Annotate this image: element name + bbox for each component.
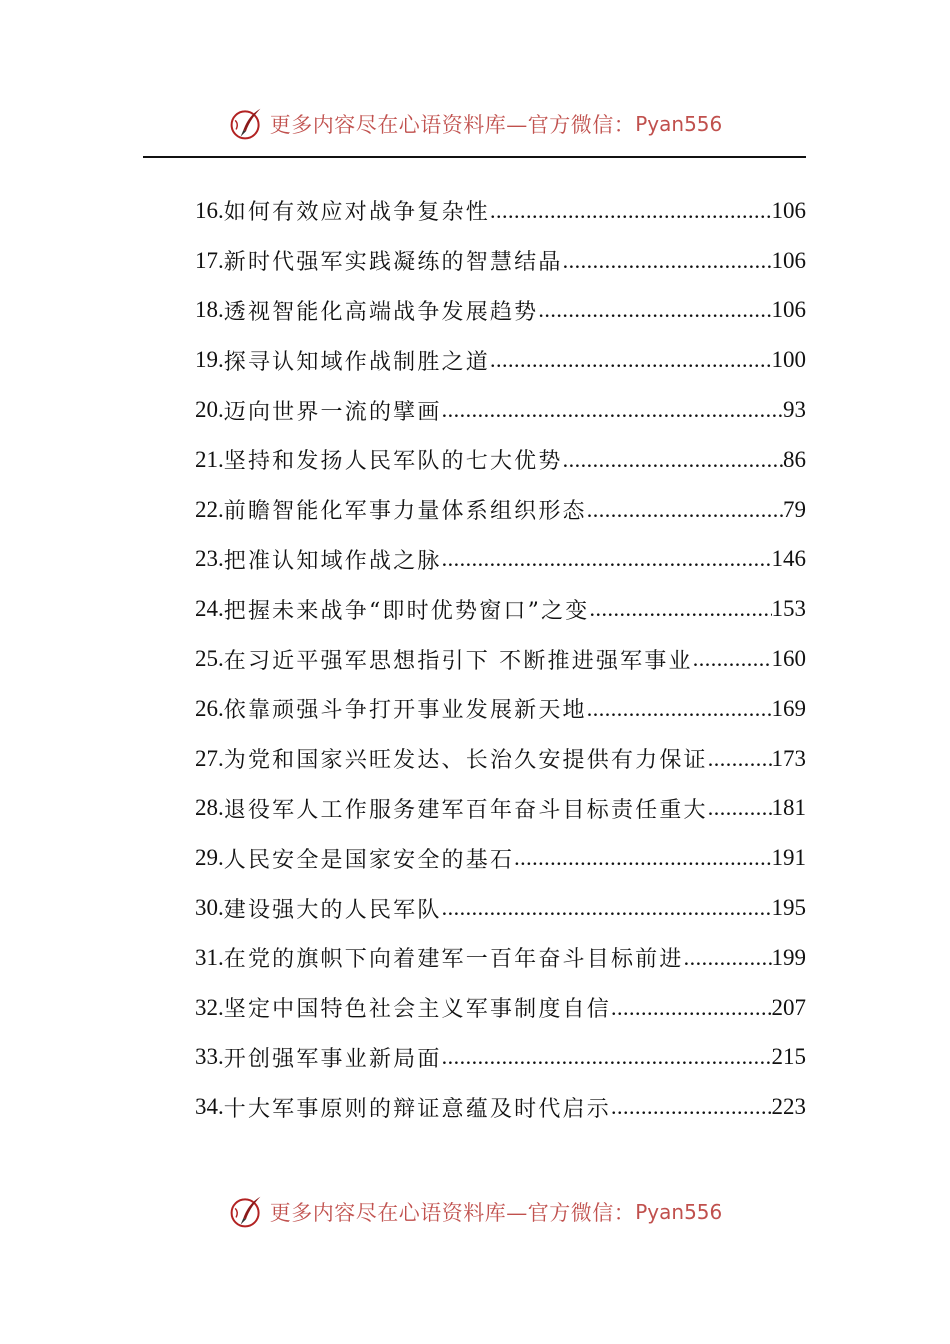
toc-page-number: 215 bbox=[771, 1044, 806, 1070]
toc-entry[interactable] bbox=[195, 435, 806, 485]
toc-page-number: 106 bbox=[771, 247, 806, 273]
toc-number: 27. bbox=[195, 745, 224, 771]
toc-title: 迈向世界一流的擘画 bbox=[223, 399, 442, 425]
toc-title: 在党的旗帜下向着建军一百年奋斗目标前进 bbox=[223, 947, 684, 973]
toc-entry[interactable] bbox=[195, 1033, 806, 1083]
toc-entry[interactable] bbox=[195, 286, 806, 336]
toc-leader-dots bbox=[708, 795, 772, 821]
toc-page-number: 79 bbox=[783, 496, 806, 522]
toc-page-number: 86 bbox=[783, 446, 806, 472]
toc-entry[interactable] bbox=[195, 734, 806, 784]
toc-title: 退役军人工作服务建军百年奋斗目标责任重大 bbox=[223, 797, 708, 823]
toc-leader-dots bbox=[490, 347, 772, 373]
toc-title: 如何有效应对战争复杂性 bbox=[223, 200, 490, 226]
banner-wechat-id: Pyan556 bbox=[635, 112, 723, 136]
toc-number: 18. bbox=[195, 297, 224, 323]
toc-number: 24. bbox=[195, 596, 224, 622]
toc-leader-dots bbox=[442, 1044, 772, 1070]
toc-entry[interactable] bbox=[195, 385, 806, 435]
footer-banner bbox=[0, 1190, 950, 1234]
toc-leader-dots bbox=[563, 447, 783, 473]
toc-leader-dots bbox=[587, 696, 772, 722]
toc-page-number: 153 bbox=[771, 596, 806, 622]
toc-title: 开创强军事业新局面 bbox=[223, 1046, 442, 1072]
toc-number: 19. bbox=[195, 347, 224, 373]
toc-entry[interactable] bbox=[195, 784, 806, 834]
toc-number: 34. bbox=[195, 1094, 224, 1120]
toc-entry[interactable] bbox=[195, 236, 806, 286]
toc-page-number: 106 bbox=[771, 297, 806, 323]
toc-page-number: 100 bbox=[771, 347, 806, 373]
toc-entry[interactable] bbox=[195, 634, 806, 684]
toc-page-number: 223 bbox=[771, 1094, 806, 1120]
toc-entry[interactable] bbox=[195, 485, 806, 535]
toc-number: 30. bbox=[195, 895, 224, 921]
toc-entry[interactable] bbox=[195, 584, 806, 634]
toc-number: 22. bbox=[195, 496, 224, 522]
toc-page-number: 93 bbox=[783, 397, 806, 423]
toc-title: 人民安全是国家安全的基石 bbox=[223, 847, 515, 873]
toc-leader-dots bbox=[442, 397, 783, 423]
toc-entry[interactable] bbox=[195, 983, 806, 1033]
quill-pen-logo-icon bbox=[228, 1194, 264, 1230]
toc-page-number: 173 bbox=[771, 745, 806, 771]
toc-leader-dots bbox=[693, 646, 772, 672]
toc-leader-dots bbox=[611, 1094, 772, 1120]
toc-number: 16. bbox=[195, 197, 224, 223]
toc-title: 建设强大的人民军队 bbox=[223, 897, 442, 923]
banner-text: 更多内容尽在心语资料库—官方微信： bbox=[269, 113, 636, 137]
toc-entry[interactable] bbox=[195, 883, 806, 933]
toc-leader-dots bbox=[538, 297, 771, 323]
toc-title: 坚持和发扬人民军队的七大优势 bbox=[223, 449, 563, 475]
toc-page-number: 146 bbox=[771, 546, 806, 572]
toc-title: 在习近平强军思想指引下 不断推进强军事业 bbox=[223, 648, 693, 674]
toc-title: 把握未来战争“即时优势窗口”之变 bbox=[223, 598, 590, 624]
toc-number: 32. bbox=[195, 994, 224, 1020]
toc-title: 前瞻智能化军事力量体系组织形态 bbox=[223, 499, 587, 525]
toc-title: 探寻认知域作战制胜之道 bbox=[223, 349, 490, 375]
toc-number: 28. bbox=[195, 795, 224, 821]
toc-title: 十大军事原则的辩证意蕴及时代启示 bbox=[223, 1096, 611, 1122]
toc-title: 透视智能化高端战争发展趋势 bbox=[223, 299, 539, 325]
table-of-contents bbox=[195, 186, 806, 1132]
toc-entry[interactable] bbox=[195, 933, 806, 983]
toc-page-number: 199 bbox=[771, 944, 806, 970]
toc-number: 20. bbox=[195, 397, 224, 423]
header-rule bbox=[143, 156, 806, 158]
toc-leader-dots bbox=[490, 198, 772, 224]
toc-number: 26. bbox=[195, 695, 224, 721]
header-banner bbox=[0, 102, 950, 146]
banner-wechat-id: Pyan556 bbox=[635, 1200, 723, 1224]
toc-leader-dots bbox=[587, 497, 783, 523]
toc-title: 把准认知域作战之脉 bbox=[223, 548, 442, 574]
toc-number: 25. bbox=[195, 646, 224, 672]
toc-number: 23. bbox=[195, 546, 224, 572]
toc-entry[interactable] bbox=[195, 1082, 806, 1132]
toc-page-number: 160 bbox=[771, 646, 806, 672]
toc-leader-dots bbox=[684, 945, 772, 971]
toc-entry[interactable] bbox=[195, 684, 806, 734]
toc-leader-dots bbox=[442, 895, 772, 921]
toc-title: 坚定中国特色社会主义军事制度自信 bbox=[223, 997, 611, 1023]
toc-entry[interactable] bbox=[195, 186, 806, 236]
toc-title: 新时代强军实践凝练的智慧结晶 bbox=[223, 250, 563, 276]
toc-leader-dots bbox=[563, 248, 772, 274]
toc-number: 17. bbox=[195, 247, 224, 273]
toc-title: 依靠顽强斗争打开事业发展新天地 bbox=[223, 698, 587, 724]
toc-page-number: 191 bbox=[771, 845, 806, 871]
toc-number: 21. bbox=[195, 446, 224, 472]
toc-entry[interactable] bbox=[195, 535, 806, 585]
toc-number: 31. bbox=[195, 944, 224, 970]
toc-page-number: 195 bbox=[771, 895, 806, 921]
banner-text: 更多内容尽在心语资料库—官方微信： bbox=[269, 1201, 636, 1225]
toc-leader-dots bbox=[514, 845, 771, 871]
toc-leader-dots bbox=[442, 546, 772, 572]
toc-number: 33. bbox=[195, 1044, 224, 1070]
toc-entry[interactable] bbox=[195, 833, 806, 883]
quill-pen-logo-icon bbox=[228, 106, 264, 142]
toc-title: 为党和国家兴旺发达、长治久安提供有力保证 bbox=[223, 748, 708, 774]
toc-entry[interactable] bbox=[195, 335, 806, 385]
toc-page-number: 181 bbox=[771, 795, 806, 821]
toc-page-number: 106 bbox=[771, 197, 806, 223]
toc-leader-dots bbox=[589, 596, 771, 622]
toc-leader-dots bbox=[611, 995, 772, 1021]
toc-leader-dots bbox=[708, 746, 772, 772]
toc-page-number: 169 bbox=[771, 695, 806, 721]
toc-page-number: 207 bbox=[771, 994, 806, 1020]
toc-number: 29. bbox=[195, 845, 224, 871]
